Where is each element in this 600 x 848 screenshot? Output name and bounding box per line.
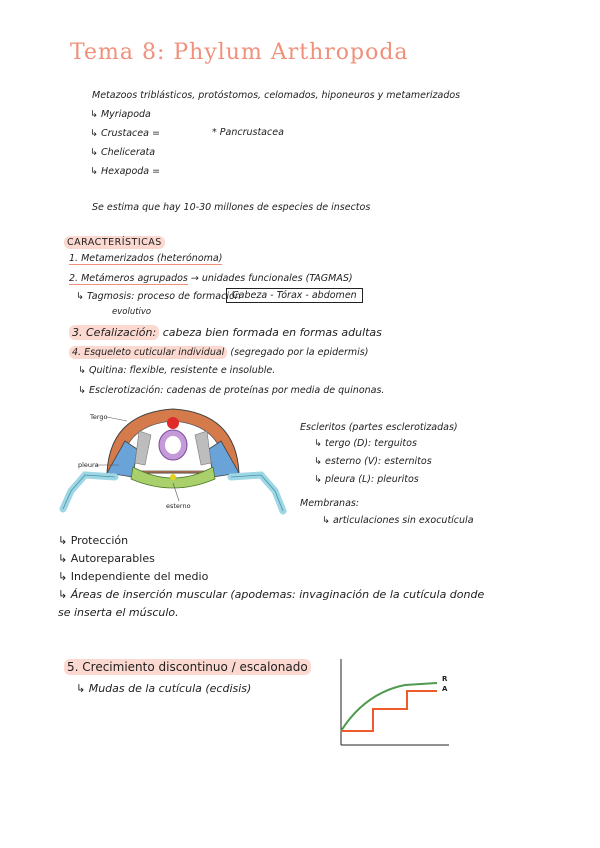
item-1: 1. Metamerizados (heterónoma) [69,253,223,264]
pancrustacea-note: * Pancrustacea [212,127,284,138]
label-esterno: esterno [166,502,191,510]
chart-label-a: A [442,685,448,693]
item-3: 3. Cefalización: cabeza bien formada en formas adultas [69,326,382,339]
funcion-apodemas: ↳ Áreas de inserción muscular (apodemas: invaginación de la cutícula donde [58,588,485,601]
membranas-heading: Membranas: [300,498,360,509]
nerve-cord [170,474,176,480]
group-hexapoda: ↳ Hexapoda = [90,166,161,177]
page-title: Tema 8: Phylum Arthropoda [70,40,409,65]
item-5-heading: 5. Crecimiento discontinuo / escalonado [64,660,311,674]
label-pleura: pleura [78,461,99,469]
species-estimate: Se estima que hay 10-30 millones de especies de insectos [92,202,371,213]
esclerotizacion: ↳ Esclerotización: cadenas de proteínas por media de quinonas. [78,385,385,396]
esclerito-pleura: ↳ pleura (L): pleuritos [314,474,419,485]
escleritos-heading: Escleritos (partes esclerotizadas) [300,422,458,433]
mudas: ↳ Mudas de la cutícula (ecdisis) [76,682,252,695]
tagmas-box: Cabeza - Tórax - abdomen [226,288,363,303]
caracteristicas-heading: CARACTERÍSTICAS [64,236,165,249]
quitina: ↳ Quitina: flexible, resistente e insoluble. [78,365,276,376]
item-2: 2. Metámeros agrupados → unidades funcionales (TAGMAS) [69,273,353,284]
label-tergo: Tergo [90,413,108,421]
item-4: 4. Esqueleto cuticular individual (segregado por la epidermis) [69,347,368,358]
gut-inner [165,436,181,454]
growth-chart [335,655,455,750]
esclerito-tergo: ↳ tergo (D): terguitos [314,438,417,449]
intro-line: Metazoos triblásticos, protóstomos, celomados, hiponeuros y metamerizados [92,90,461,101]
heart [167,417,179,429]
esclerito-esterno: ↳ esterno (V): esternitos [314,456,432,467]
funcion-proteccion: ↳ Protección [58,534,129,547]
funcion-apodemas-cont: se inserta el músculo. [58,606,179,619]
group-myriapoda: ↳ Myriapoda [90,109,151,120]
leg-right [231,475,283,511]
tagmosis: ↳ Tagmosis: proceso de formación [76,291,241,302]
tagmosis-evolutivo: evolutivo [112,307,152,317]
funcion-autoreparables: ↳ Autoreparables [58,552,155,565]
chart-label-r: R [442,675,448,683]
funcion-independiente: ↳ Independiente del medio [58,570,209,583]
group-chelicerata: ↳ Chelicerata [90,147,156,158]
group-crustacea: ↳ Crustacea = [90,128,160,139]
membranas-articulaciones: ↳ articulaciones sin exocutícula [322,515,474,526]
